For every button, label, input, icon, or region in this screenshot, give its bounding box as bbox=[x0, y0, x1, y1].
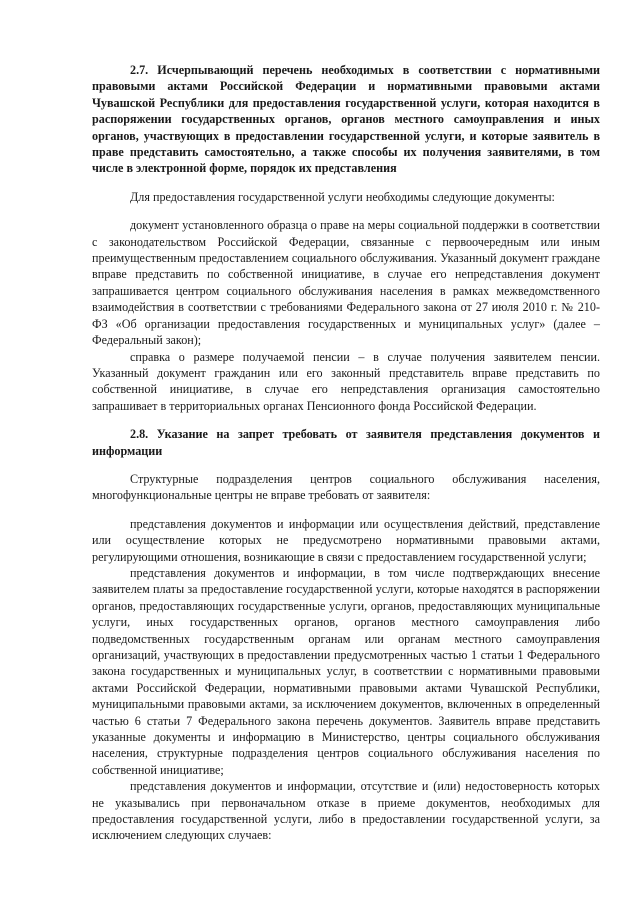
section-2-7-heading: 2.7. Исчерпывающий перечень необходимых в соответствии с нормативными правовыми актами Российской Федерации и нормативными правовыми актами Чувашской Республики для предоставления государственной услуги, которая находится в распоряжении государственных органов, органов местного самоуправления и иных органов, участвующих в предоставлении государственной услуги, и которые заявитель в праве представить самостоятельно, а также способы их получения заявителями, в том числе в электронной форме, порядок их представления bbox=[92, 63, 600, 176]
section-2-8-heading: 2.8. Указание на запрет требовать от заявителя представления документов и информации bbox=[92, 427, 600, 458]
section-2-8-intro: Структурные подразделения центров социального обслуживания населения, многофункциональные центры не вправе требовать от заявителя: bbox=[92, 471, 600, 503]
document-item-pension-certificate: справка о размере получаемой пенсии – в случае получения заявителем пенсии. Указанный документ гражданин или его законный представитель вправе представить по собственной инициативе, в случае его непредставления организация самостоятельно запрашивает в территориальных органах Пенсионного фонда Российской Федерации. bbox=[92, 349, 600, 413]
document-item-entitlement: документ установленного образца о праве на меры социальной поддержки в соответствии с законодательством Российской Федерации, связанные с первоочередным или иным преимущественным предоставлением социального обслуживания. Указанный документ граждане вправе представить по собственной инициативе, в случае его непредставления документ запрашивается центром социального обслуживания населения в рамках межведомственного взаимодействия в соответствии с требованиями Федерального закона от 27 июля 2010 г. № 210-ФЗ «Об организации предоставления государственных и муниципальных услуг» (далее – Федеральный закон); bbox=[92, 218, 600, 348]
section-2-7-intro: Для предоставления государственной услуги необходимы следующие документы: bbox=[130, 189, 555, 204]
prohibition-item-2: представления документов и информации, в том числе подтверждающих внесение заявителем платы за предоставление государственной услуги, которые находятся в распоряжении органов, предоставляющих государственные услуги, органов, предоставляющих муниципальные услуги, иных государственных органов, органов местного самоуправления либо подведомственных государственным органам или органам местного самоуправления организаций, участвующих в предоставлении предусмотренных частью 1 статьи 1 Федерального закона государственных и муниципальных услуг, в соответствии с нормативными правовыми актами Российской Федерации, нормативными правовыми актами Чувашской Республики, муниципальными правовыми актами, за исключением документов, включенных в определенный частью 6 статьи 7 Федерального закона перечень документов. Заявитель вправе представить указанные документы и информацию в Министерство, центры социального обслуживания населения, структурные подразделения центров социального обслуживания населения по собственной инициативе; bbox=[92, 565, 600, 777]
document-page bbox=[92, 62, 600, 844]
prohibition-item-3: представления документов и информации, отсутствие и (или) недостоверность которых не указывались при первоначальном отказе в приеме документов, необходимых для предоставления государственной услуги, либо в предоставлении государственной услуги, за исключением следующих случаев: bbox=[92, 779, 600, 843]
prohibition-item-1: представления документов и информации или осуществления действий, представление или осуществление которых не предусмотрено нормативными правовыми актами, регулирующими отношения, возникающие в связи с предоставлением государственной услуги; bbox=[92, 516, 600, 564]
